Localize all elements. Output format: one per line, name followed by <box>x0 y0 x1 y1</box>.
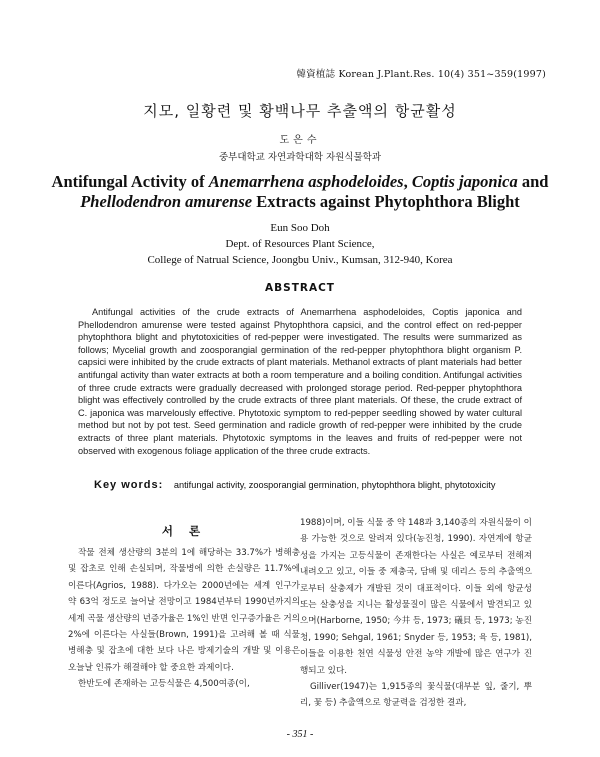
title-korean: 지모, 일황련 및 황백나무 추출액의 항균활성 <box>143 102 457 120</box>
author-english: Eun Soo Doh <box>270 222 330 234</box>
journal-citation: 韓資植誌 Korean J.Plant.Res. 10(4) 351~359(1997) <box>296 69 546 80</box>
author-korean: 도은수 <box>279 135 321 146</box>
paragraph: 1988)이며, 이들 식물 중 약 148과 3,140종의 자원식물이 이용 가능한 것으로 알려져 있다(농진청, 1990). 자연계에 항균성을 가지는 고등식물이 존재한다는 사실은 예로부터 전해져 내려오고 있고, 이들 중 제충국, 담배 및 데리스 등의 추출액으로부터 살충제가 개발된 것이 대표적이다. 이들 외에 항균성 또는 살충성을 지니는 활성물질이 많은 식물에서 발견되고 있으며(Harborne, 1950; 今井 등, 1973; 礒貝 등, 1973; 농진청, 1990; Sehgal, 1961; Snyder 등, 1953; 육 등, 1981), 이들을 이용한 천연 식물성 안전 농약 개발에 많은 연구가 진행되고 있다. <box>300 518 532 676</box>
species-name: Phellodendron amurense <box>80 192 253 211</box>
species-name: Anemarrhena asphodeloides <box>208 172 404 191</box>
abstract-body <box>78 306 522 457</box>
section-heading-introduction: 서 론 <box>161 524 207 538</box>
keywords-label: Key words: <box>94 479 164 491</box>
abstract-text: Antifungal activities of the crude extracts of Anemarrhena asphodeloides, Coptis japonica and Phellodendron amurense were tested against Phytophthora capsici, and the control effect on red-pepper phytophthora blight and phytotoxicities of red-pepper were investigated. The results were summarized as follows; Mycelial growth and zoosporangial germination of the red-pepper phytophthora blight organism P. capsici were inhibited by the crude extracts of plant materials. Methanol extracts of plant materials had better antifungal activity than water extracts at both a room temperature and a boiling condition. Antifungal activities of three crude extracts were gradually decreased with prolonged storage period. Red-pepper phytophthora blight was effectively controlled by the crude extracts of three plant materials. Of these, the crude extract of C. japonica was marvelously effective. Phytotoxic symptom to red-pepper seedling showed by water cultural method but not by pot test. Seed germination and radicle growth of red-pepper were inhibited by the crude extracts of three plant materials. Phytotoxic symptoms in the leaves and fruits of red-pepper were not observed with exogenous foliage application of the three crude extracts. <box>78 307 522 456</box>
title-english <box>40 172 560 212</box>
left-column <box>68 545 300 693</box>
paragraph: 한반도에 존재하는 고등식물은 4,500여종(이, <box>78 679 250 690</box>
page-number: - 351 - <box>286 729 314 740</box>
title-part: Extracts against Phytophthora Blight <box>252 192 520 211</box>
title-separator: , <box>403 172 412 191</box>
affiliation-korean: 중부대학교 자연과학대학 자원식물학과 <box>218 152 382 163</box>
species-name: Coptis japonica <box>411 172 518 191</box>
affiliation-line: Dept. of Resources Plant Science, <box>225 238 375 250</box>
abstract-heading: ABSTRACT <box>265 282 335 294</box>
paragraph: Gilliver(1947)는 1,915종의 꽃식물(대부분 잎, 줄기, 뿌리, 꽃 등) 추출액으로 항균력을 검정한 결과, <box>300 682 532 709</box>
title-separator: and <box>517 172 549 191</box>
right-column <box>300 515 532 712</box>
paragraph: 작물 전체 생산량의 3분의 1에 해당하는 33.7%가 병해충 및 잡초로 인해 손실되며, 작물병에 의한 손실량은 11.7%에 이른다(Agrios, 1988). 다가오는 2000년에는 세계 인구가 약 63억 정도로 늘어날 전망이고 1984년부터 1990년까지의 세계 곡물 생산량의 년증가율은 1%인 반면 인구증가율은 거의 2%에 이른다는 사실들(Brown, 1991)을 고려해 볼 때 식물 병해충 및 잡초에 대한 보다 나은 방제기술의 개발 및 이용은 오늘날 인류가 해결해야 할 중요한 과제이다. <box>68 548 300 673</box>
keywords-list: antifungal activity, zoosporangial germination, phytophthora blight, phytotoxicity <box>173 480 496 490</box>
affiliation-english <box>0 236 600 268</box>
affiliation-line: College of Natrual Science, Joongbu Univ., Kumsan, 312-940, Korea <box>147 254 453 266</box>
title-part: Antifungal Activity of <box>51 172 209 191</box>
keywords <box>94 479 534 491</box>
